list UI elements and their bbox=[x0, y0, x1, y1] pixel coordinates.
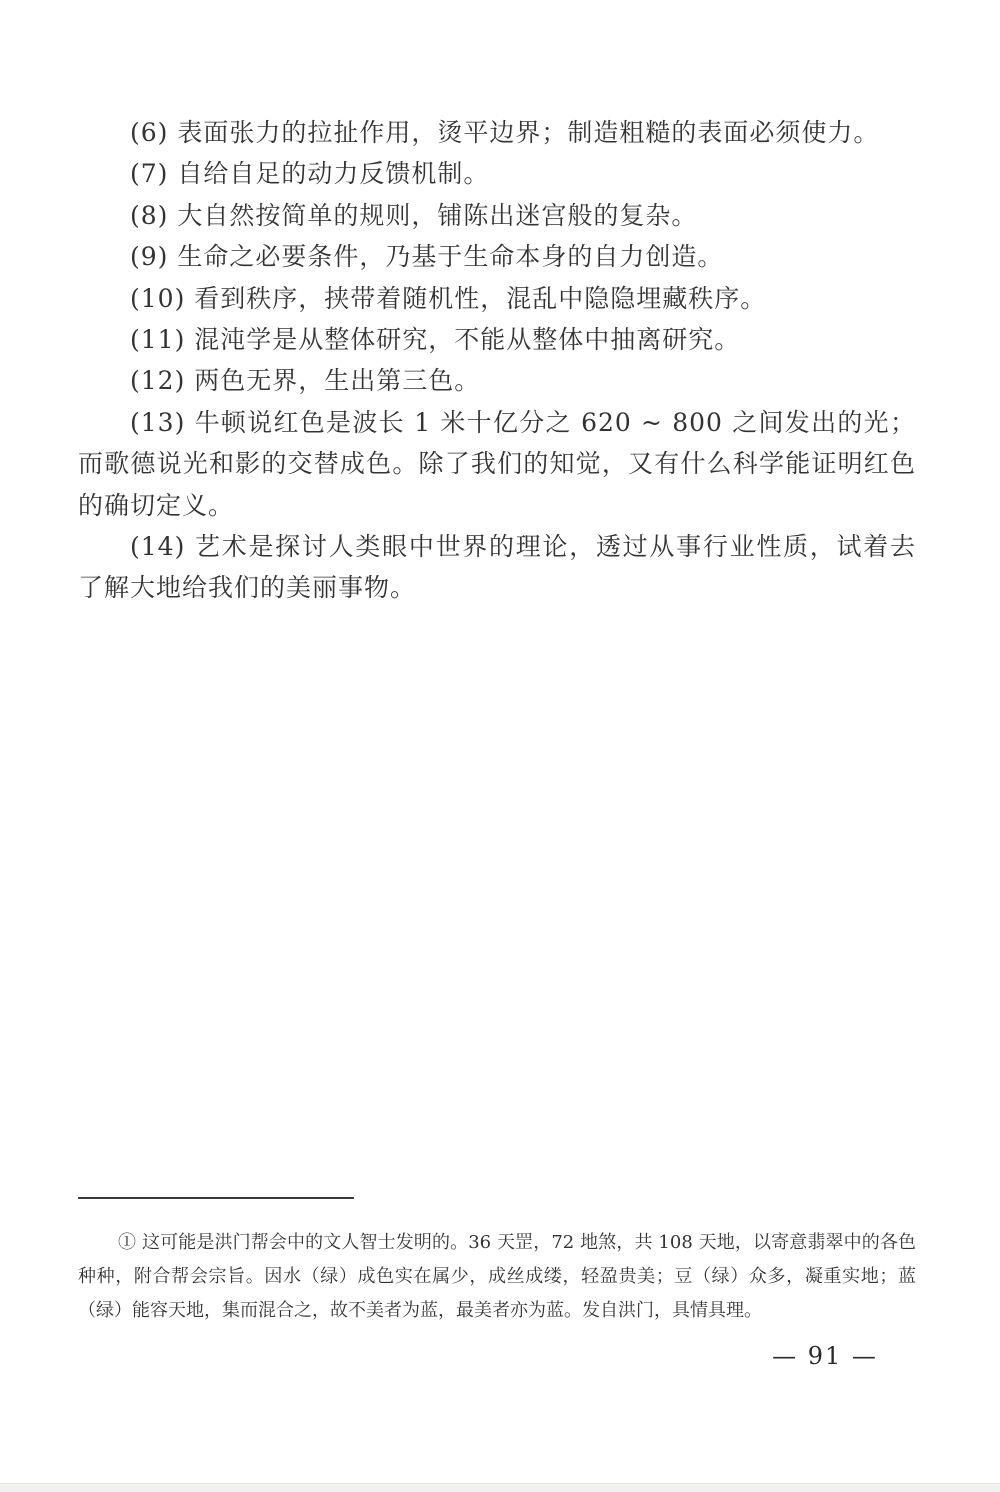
footnote-divider bbox=[78, 1197, 354, 1199]
paragraph-13: (13) 牛顿说红色是波长 1 米十亿分之 620 ~ 800 之间发出的光；而歌德说光和影的交替成色。除了我们的知觉，又有什么科学能证明红色的确切定义。 bbox=[78, 407, 916, 520]
paragraph-10: (10) 看到秩序，挟带着随机性，混乱中隐隐埋藏秩序。 bbox=[130, 283, 767, 313]
paragraph-7: (7) 自给自足的动力反馈机制。 bbox=[130, 159, 490, 189]
paragraph-9: (9) 生命之必要条件，乃基于生命本身的自力创造。 bbox=[130, 242, 724, 272]
page-number: — 91 — bbox=[772, 1342, 878, 1370]
paragraph-8: (8) 大自然按简单的规则，铺陈出迷宫般的复杂。 bbox=[130, 200, 698, 230]
paragraph-6: (6) 表面张力的拉扯作用，烫平边界；制造粗糙的表面必须使力。 bbox=[130, 118, 880, 147]
paragraph-12: (12) 两色无界，生出第三色。 bbox=[130, 366, 481, 396]
footnote: ① 这可能是洪门帮会中的文人智士发明的。36 天罡，72 地煞，共 108 天地，以寄意翡翠中的各色种种，附合帮会宗旨。因水（绿）成色实在属少，成丝成缕，轻盈贵美；豆（绿）众多，凝重实地；蓝（绿）能容天地，集而混合之，故不美者为蓝，最美者亦为蓝。发自洪门，具情具理。 bbox=[78, 1232, 916, 1321]
paragraph-11: (11) 混沌学是从整体研究，不能从整体中抽离研究。 bbox=[130, 325, 741, 355]
main-text bbox=[78, 112, 916, 609]
page-bottom-edge bbox=[0, 1483, 1000, 1492]
paragraph-14: (14) 艺术是探讨人类眼中世界的理论，透过从事行业性质，试着去了解大地给我们的美丽事物。 bbox=[78, 532, 916, 603]
